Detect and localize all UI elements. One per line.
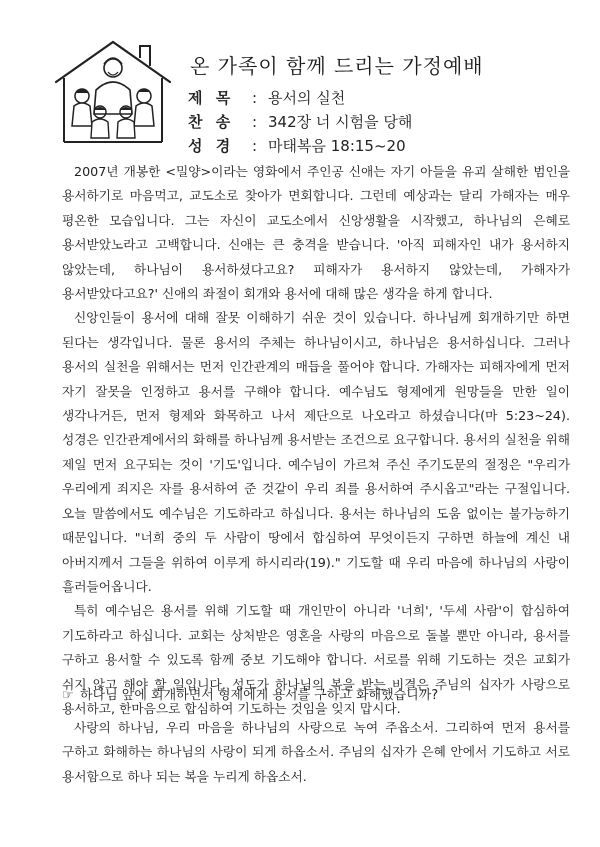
info-value: 마태복음 18:15~20 xyxy=(268,137,406,155)
info-row-subject: 제 목 : 용서의 실천 xyxy=(188,86,412,110)
paragraph: 신앙인들이 용서에 대해 잘못 이해하기 쉬운 것이 있습니다. 하나님께 회개하기만 하면 된다는 생각입니다. 물론 용서의 주체는 하나님이시고, 하나님은 용서하십니다. 그러나 용서의 실천을 위해서는 먼저 인간관계의 매듭을 풀어야 합니다. 가해자는 피해자에게 먼저 자기 잘못을 인정하고 용서를 구해야 합니다. 예수님도 형제에게 원망들을 만한 일이 생각나거든, 먼저 형제와 화목하고 나서 제단으로 나오라고 하셨습니다(마 5:23~24). 성경은 인간관계에서의 화해를 하나님께 용서받는 조건으로 요구합니다. 용서의 실천을 위해 제일 먼저 요구되는 것이 '기도'입니다. 예수님이 가르쳐 주신 주기도문의 절정은 "우리가 우리에게 죄지은 자를 용서하여 준 것같이 우리 죄를 용서하여 주시옵고"라는 구절입니다. 오늘 말씀에서도 예수님은 기도하라고 하십니다. 용서는 하나님의 도움 없이는 불가능하기 때문입니다. "너희 중의 두 사람이 땅에서 합심하여 무엇이든지 구하면 하늘에 계신 내 아버지께서 그들을 위하여 이루게 하시리라(19)." 기도할 때 우리 마음에 하나님의 사랑이 흘러들어옵니다. xyxy=(62,310,570,594)
worship-info xyxy=(188,86,412,158)
info-row-hymn: 찬 송 : 342장 너 시험을 당해 xyxy=(188,110,412,134)
info-label: 성 경 xyxy=(188,137,235,155)
info-label: 찬 송 xyxy=(188,113,235,131)
page-title: 온 가족이 함께 드리는 가정예배 xyxy=(190,54,484,78)
family-prayer-illustration xyxy=(52,38,174,146)
sermon-body xyxy=(62,160,570,721)
paragraph: 특히 예수님은 용서를 위해 기도할 때 개인만이 아니라 '너희', '두세 사람'이 합심하여 기도하라고 하십니다. 교회는 상처받은 영혼을 사랑의 마음으로 돌볼 뿐만 아니라, 용서를 구하고 용서할 수 있도록 함께 중보 기도해야 합니다. 서로를 위해 기도하는 것은 교회가 쉬지 않고 해야 할 일입니다. 성도가 하나님의 복을 받는 비결은 주님의 십자가 사랑으로 용서하고, 한마음으로 합심하여 기도하는 것임을 잊지 맙시다. xyxy=(62,603,570,716)
closing-prayer: 사랑의 하나님, 우리 마음을 하나님의 사랑으로 녹여 주옵소서. 그리하여 먼저 용서를 구하고 화해하는 하나님의 사랑이 되게 하옵소서. 주님의 십자가 은혜 안에서 기도하고 서로 용서함으로 하나 되는 복을 누리게 하옵소서. xyxy=(62,720,570,784)
reflection-question xyxy=(62,686,570,706)
header xyxy=(0,0,600,155)
info-value: 342장 너 시험을 당해 xyxy=(268,113,413,131)
pointing-hand-icon: ☞ xyxy=(62,688,74,703)
question-text: 하나님 앞에 회개하면서 형제에게 용서를 구하고 화해했습니까? xyxy=(80,688,439,703)
info-row-scripture: 성 경 : 마태복음 18:15~20 xyxy=(188,134,412,158)
info-value: 용서의 실천 xyxy=(268,89,346,107)
info-label: 제 목 xyxy=(188,89,235,107)
paragraph: 2007년 개봉한 <밀양>이라는 영화에서 주인공 신애는 자기 아들을 유괴 살해한 범인을 용서하기로 마음먹고, 교도소로 찾아가 면회합니다. 그런데 예상과는 달리 가해자는 매우 평온한 모습입니다. 그는 자신이 교도소에서 신앙생활을 시작했고, 하나님의 은혜로 용서받았노라고 고백합니다. 신애는 큰 충격을 받습니다. '아직 피해자인 내가 용서하지 않았는데, 하나님이 용서하셨다고요? 피해자가 용서하지 않았는데, 가해자가 용서받았다고요?' 신애의 좌절이 회개와 용서에 대해 많은 생각을 하게 합니다. xyxy=(62,164,570,302)
